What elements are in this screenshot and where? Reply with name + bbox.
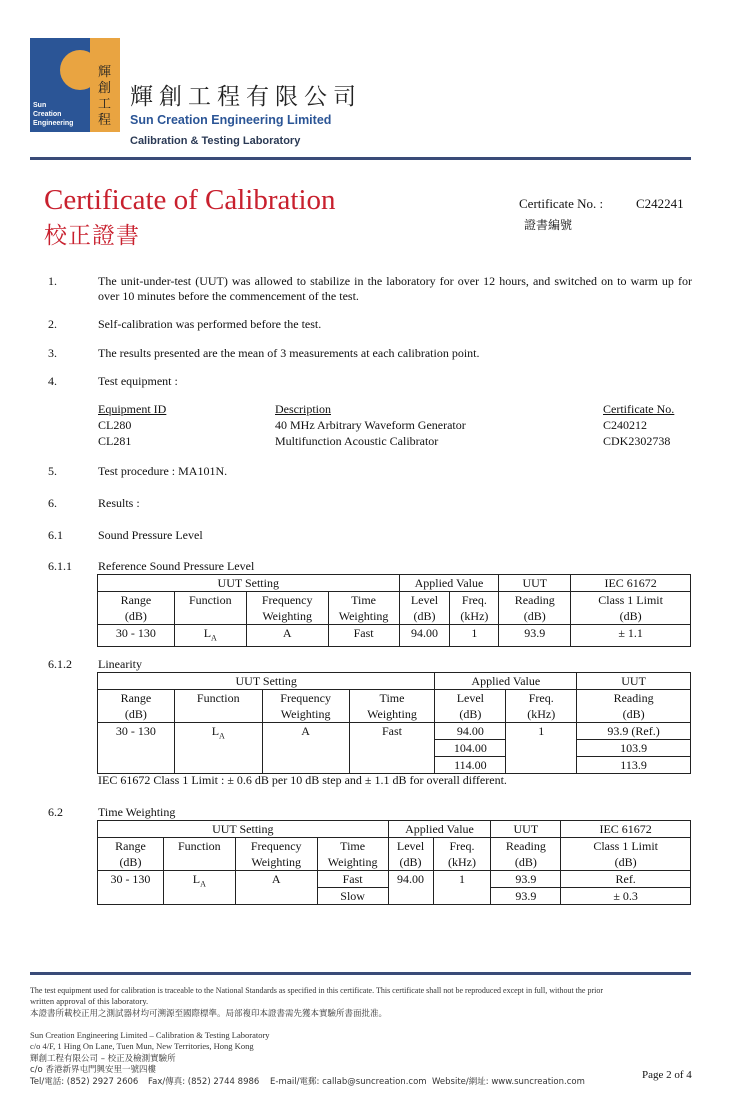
equipment-certificate: CDK2302738	[603, 434, 671, 448]
level-header: Level (dB)	[435, 690, 506, 723]
uut-header: UUT	[491, 821, 561, 838]
time-weighting-header: Time Weighting	[328, 592, 399, 625]
range-header: Range (dB)	[98, 838, 164, 871]
section-title: Linearity	[98, 657, 142, 671]
equipment-id: CL281	[98, 434, 132, 448]
item-text: Test equipment :	[98, 374, 178, 388]
reference-spl-table	[97, 574, 691, 647]
header-divider	[30, 157, 691, 160]
equipment-description: 40 MHz Arbitrary Waveform Generator	[275, 418, 466, 432]
lab-name: Calibration & Testing Laboratory	[130, 135, 301, 147]
level-cell: 94.00	[388, 871, 433, 905]
function-cell: $L_A$	[163, 871, 235, 905]
section-number: 6.1	[48, 528, 63, 542]
frequency-weighting-cell: A	[262, 723, 349, 774]
certificate-number-label: Certificate No. :	[519, 196, 604, 211]
iec-header: IEC 61672	[571, 575, 691, 592]
frequency-weighting-header: Frequency Weighting	[246, 592, 328, 625]
footer-divider	[30, 972, 691, 975]
reading-header: Reading (dB)	[577, 690, 691, 723]
equipment-id-header: Equipment ID	[98, 402, 167, 416]
certificate-header: Certificate No.	[603, 402, 675, 416]
function-cell: $L_A$	[174, 625, 246, 647]
freq-header: Freq. (kHz)	[450, 592, 499, 625]
function-header: Function	[174, 690, 262, 723]
address-line-chinese: 輝創工程有限公司 – 校正及檢測實驗所	[30, 1054, 176, 1064]
table-row	[98, 723, 691, 740]
item-text: The unit-under-test (UUT) was allowed to stabilize in the laboratory for over 12 hours, and switched on to warm up for over 10 minutes before the commencement of the test.	[98, 274, 692, 303]
limit-header: Class 1 Limit (dB)	[571, 592, 691, 625]
range-cell: 30 - 130	[98, 723, 175, 774]
table-row	[98, 625, 691, 647]
logo-text: Sun Creation Engineering	[33, 102, 74, 127]
section-number: 6.1.1	[48, 559, 72, 573]
reading-cell: 93.9	[491, 888, 561, 905]
website-link[interactable]: Website/網址: www.suncreation.com	[432, 1077, 585, 1087]
reading-header: Reading (dB)	[499, 592, 571, 625]
limit-cell: ± 0.3	[561, 888, 691, 905]
equipment-description: Multifunction Acoustic Calibrator	[275, 434, 439, 448]
time-weighting-table	[97, 820, 691, 905]
time-weighting-cell: Fast	[317, 871, 388, 888]
logo-circle	[60, 50, 100, 90]
time-weighting-cell: Fast	[328, 625, 399, 647]
section-title: Time Weighting	[98, 805, 176, 819]
limit-header: Class 1 Limit (dB)	[561, 838, 691, 871]
item-number: 3.	[48, 346, 57, 360]
range-cell: 30 - 130	[98, 871, 164, 905]
applied-value-header: Applied Value	[435, 673, 577, 690]
company-logo	[30, 38, 120, 132]
table-row	[98, 871, 691, 888]
iec-header: IEC 61672	[561, 821, 691, 838]
item-number: 5.	[48, 464, 57, 478]
applied-value-header: Applied Value	[399, 575, 499, 592]
section-number: 6.2	[48, 805, 63, 819]
function-cell: $L_A$	[174, 723, 262, 774]
section-title: Reference Sound Pressure Level	[98, 559, 255, 573]
item-number: 4.	[48, 374, 57, 388]
time-weighting-header: Time Weighting	[317, 838, 388, 871]
frequency-weighting-cell: A	[235, 871, 317, 905]
level-header: Level (dB)	[399, 592, 450, 625]
telephone: Tel/電話: (852) 2927 2606	[30, 1077, 139, 1087]
item-text: Results :	[98, 496, 140, 510]
frequency-weighting-cell: A	[246, 625, 328, 647]
page-number: Page 2 of 4	[642, 1069, 692, 1081]
freq-cell: 1	[450, 625, 499, 647]
certificate-number-label-chinese: 證書編號	[524, 218, 573, 232]
uut-header: UUT	[499, 575, 571, 592]
section-number: 6.1.2	[48, 657, 72, 671]
freq-cell: 1	[433, 871, 491, 905]
reading-cell: 103.9	[577, 740, 691, 757]
frequency-weighting-header: Frequency Weighting	[262, 690, 349, 723]
reading-header: Reading (dB)	[491, 838, 561, 871]
level-cell: 94.00	[399, 625, 450, 647]
freq-header: Freq. (kHz)	[506, 690, 577, 723]
fax: Fax/傳真: (852) 2744 8986	[148, 1077, 260, 1087]
item-text: The results presented are the mean of 3 measurements at each calibration point.	[98, 346, 480, 360]
applied-value-header: Applied Value	[388, 821, 491, 838]
uut-setting-header: UUT Setting	[98, 821, 389, 838]
range-cell: 30 - 130	[98, 625, 175, 647]
equipment-id: CL280	[98, 418, 132, 432]
limit-cell: Ref.	[561, 871, 691, 888]
email-link[interactable]: E-mail/電郵: callab@suncreation.com	[270, 1077, 427, 1087]
company-name-english: Sun Creation Engineering Limited	[130, 113, 332, 127]
description-header: Description	[275, 402, 331, 416]
reading-cell: 93.9	[491, 871, 561, 888]
item-text: Test procedure : MA101N.	[98, 464, 228, 478]
certificate-number: C242241	[636, 196, 684, 211]
function-header: Function	[174, 592, 246, 625]
logo-chinese: 輝創工程	[98, 64, 112, 127]
address-line: Sun Creation Engineering Limited – Calibration & Testing Laboratory	[30, 1030, 270, 1040]
uut-setting-header: UUT Setting	[98, 673, 435, 690]
item-text: Self-calibration was performed before the test.	[98, 317, 322, 331]
certificate-title-chinese: 校正證書	[44, 223, 140, 249]
frequency-weighting-header: Frequency Weighting	[235, 838, 317, 871]
traceability-statement-2: written approval of this laboratory.	[30, 996, 149, 1006]
item-number: 2.	[48, 317, 57, 331]
time-weighting-header: Time Weighting	[349, 690, 435, 723]
traceability-statement: The test equipment used for calibration is traceable to the National Standards as specified in this certificate. This certificate shall not be reproduced except in full, without the prior	[30, 986, 603, 995]
level-header: Level (dB)	[388, 838, 433, 871]
limit-cell: ± 1.1	[571, 625, 691, 647]
range-header: Range (dB)	[98, 690, 175, 723]
level-cell: 114.00	[435, 757, 506, 774]
time-weighting-cell: Slow	[317, 888, 388, 905]
uut-header: UUT	[577, 673, 691, 690]
freq-cell: 1	[506, 723, 577, 774]
level-cell: 104.00	[435, 740, 506, 757]
reading-cell: 113.9	[577, 757, 691, 774]
address-line-chinese: c/o 香港新界屯門興安里一號四樓	[30, 1065, 156, 1075]
function-header: Function	[163, 838, 235, 871]
item-number: 1.	[48, 274, 57, 288]
freq-header: Freq. (kHz)	[433, 838, 491, 871]
company-name-chinese: 輝創工程有限公司	[130, 84, 362, 110]
section-title: Sound Pressure Level	[98, 528, 203, 542]
linearity-limit-note: IEC 61672 Class 1 Limit : ± 0.6 dB per 10 dB step and ± 1.1 dB for overall different.	[98, 773, 507, 787]
linearity-table	[97, 672, 691, 774]
address-line: c/o 4/F, 1 Hing On Lane, Tuen Mun, New Territories, Hong Kong	[30, 1041, 254, 1051]
reading-cell: 93.9 (Ref.)	[577, 723, 691, 740]
traceability-statement-chinese: 本證書所載校正用之測試器材均可溯源至國際標準。局部複印本證書需先獲本實驗所書面批准。	[30, 1009, 388, 1019]
certificate-title: Certificate of Calibration	[44, 184, 336, 216]
reading-cell: 93.9	[499, 625, 571, 647]
uut-setting-header: UUT Setting	[98, 575, 400, 592]
item-number: 6.	[48, 496, 57, 510]
equipment-certificate: C240212	[603, 418, 648, 432]
time-weighting-cell: Fast	[349, 723, 435, 774]
range-header: Range (dB)	[98, 592, 175, 625]
level-cell: 94.00	[435, 723, 506, 740]
